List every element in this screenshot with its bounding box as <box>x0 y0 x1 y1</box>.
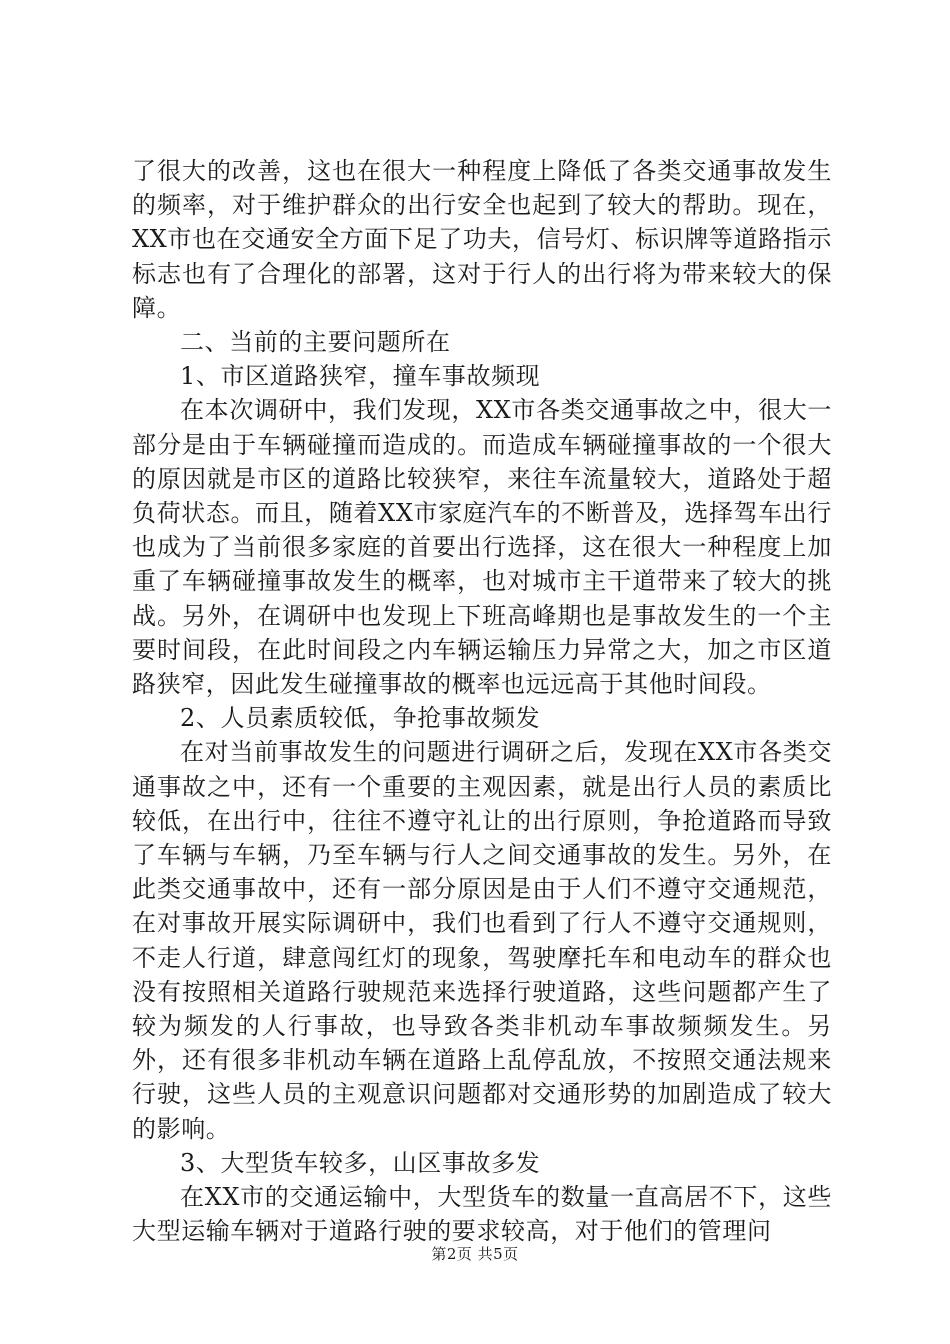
page-number-footer: 第2页 共5页 <box>431 1245 519 1263</box>
paragraph-trucks: 在XX市的交通运输中，大型货车的数量一直高居不下，这些大型运输车辆对于道路行驶的要求较高，对于他们的管理问 <box>132 1183 832 1246</box>
paragraph-continuation: 了很大的改善，这也在很大一种程度上降低了各类交通事故发生的频率，对于维护群众的出行安全也起到了较大的帮助。现在，XX市也在交通安全方面下足了功夫，信号灯、标识牌等道路指示标志也有了合理化的部署，这对于行人的出行将为带来较大的保障。 <box>132 157 832 322</box>
paragraph-road-narrow: 在本次调研中，我们发现，XX市各类交通事故之中，很大一部分是由于车辆碰撞而造成的。而造成车辆碰撞事故的一个很大的原因就是市区的道路比较狭窄，来往车流量较大，道路处于超负荷状态。而且，随着XX市家庭汽车的不断普及，选择驾车出行也成为了当前很多家庭的首要出行选择，这在很大一种程度上加重了车辆碰撞事故发生的概率，也对城市主干道带来了较大的挑战。另外，在调研中也发现上下班高峰期也是事故发生的一个主要时间段，在此时间段之内车辆运输压力异常之大，加之市区道路狭窄，因此发生碰撞事故的概率也远远高于其他时间段。 <box>132 396 832 699</box>
paragraph-personnel-quality: 在对当前事故发生的问题进行调研之后，发现在XX市各类交通事故之中，还有一个重要的主观因素，就是出行人员的素质比较低，在出行中，往往不遵守礼让的出行原则，争抢道路而导致了车辆与车辆，乃至车辆与行人之间交通事故的发生。另外，在此类交通事故中，还有一部分原因是由于人们不遵守交通规范，在对事故开展实际调研中，我们也看到了行人不遵守交通规则，不走人行道，肆意闯红灯的现象，驾驶摩托车和电动车的群众也没有按照相关道路行驶规范来选择行驶道路，这些问题都产生了较为频发的人行事故，也导致各类非机动车事故频频发生。另外，还有很多非机动车辆在道路上乱停乱放，不按照交通法规来行驶，这些人员的主观意识问题都对交通形势的加剧造成了较大的影响。 <box>132 738 832 1143</box>
document-body <box>132 154 832 1249</box>
section-heading: 二、当前的主要问题所在 <box>180 328 451 357</box>
subsection-heading-2: 2、人员素质较低，争抢事故频发 <box>180 704 541 733</box>
subsection-heading-1: 1、市区道路狭窄，撞车事故频现 <box>180 362 541 391</box>
subsection-heading-3: 3、大型货车较多，山区事故多发 <box>180 1148 541 1177</box>
